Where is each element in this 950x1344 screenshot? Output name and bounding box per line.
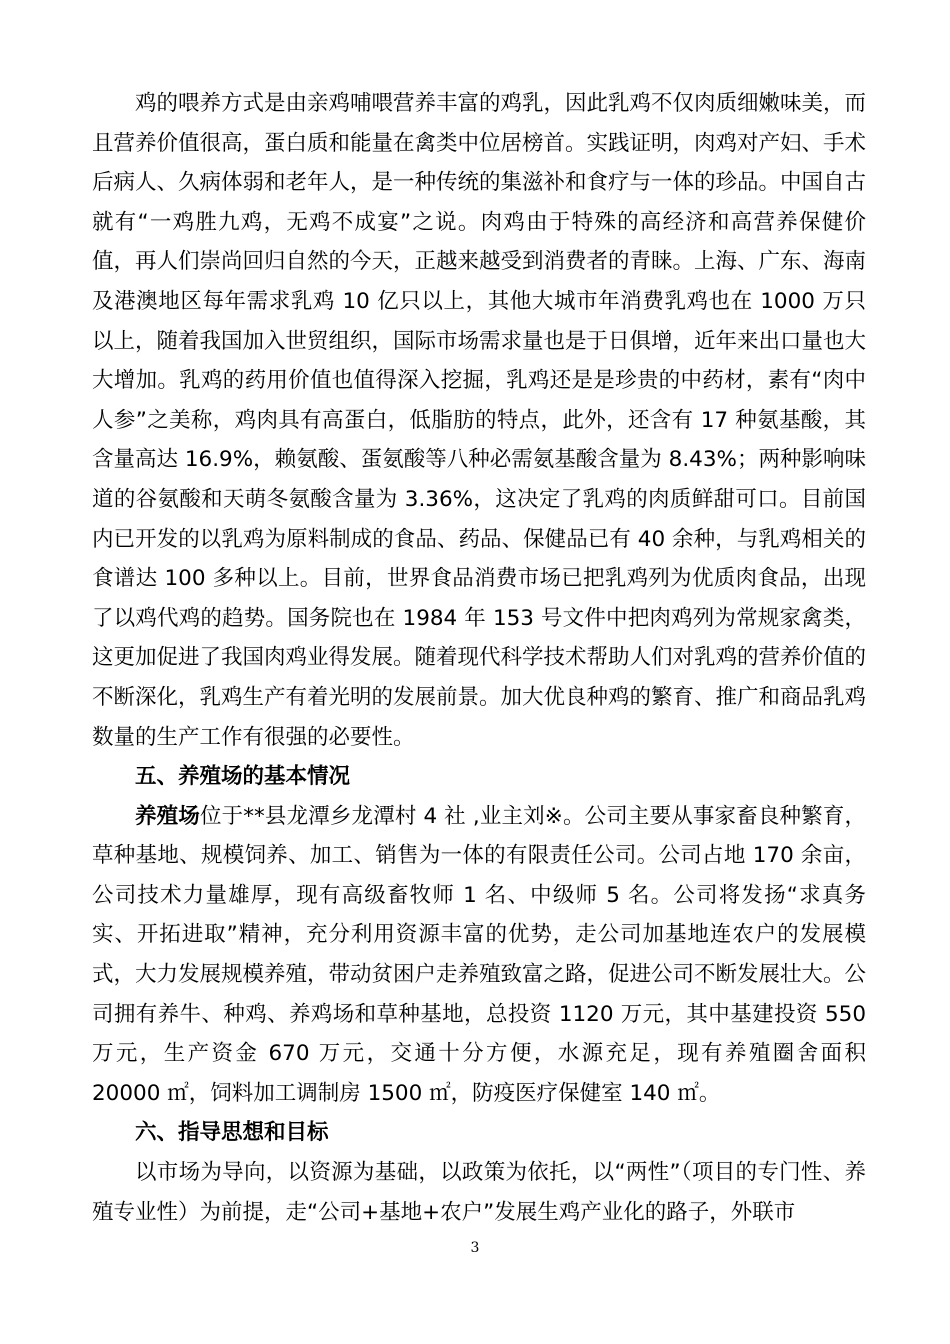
paragraph-market-value: 鸡的喂养方式是由亲鸡哺喂营养丰富的鸡乳，因此乳鸡不仅肉质细嫩味美，而且营养价值很高，蛋白质和能量在禽类中位居榜首。实践证明，肉鸡对产妇、手术后病人、久病体弱和老年人，是一种传统的集滋补和食疗与一体的珍品。中国自古就有“一鸡胜九鸡，无鸡不成宴”之说。肉鸡由于特殊的高经济和高营养保健价值，再人们崇尚回归自然的今天，正越来越受到消费者的青睐。上海、广东、海南及港澳地区每年需求乳鸡 10 亿只以上，其他大城市年消费乳鸡也在 1000 万只以上，随着我国加入世贸组织，国际市场需求量也是于日俱增，近年来出口量也大大增加。乳鸡的药用价值也值得深入挖掘，乳鸡还是是珍贵的中药材，素有“肉中人参”之美称，鸡肉具有高蛋白，低脂肪的特点，此外，还含有 17 种氨基酸，其含量高达 16.9%，赖氨酸、蛋氨酸等八种必需氨基酸含量为 8.43%；两种影响味道的谷氨酸和天萌冬氨酸含量为 3.36%，这决定了乳鸡的肉质鲜甜可口。目前国内已开发的以乳鸡为原料制成的食品、药品、保健品已有 40 余种，与乳鸡相关的食谱达 100 多种以上。目前，世界食品消费市场已把乳鸡列为优质肉食品，出现了以鸡代鸡的趋势。国务院也在 1984 年 153 号文件中把肉鸡列为常规家禽类，这更加促进了我国肉鸡业得发展。随着现代科学技术帮助人们对乳鸡的营养价值的不断深化，乳鸡生产有着光明的发展前景。加大优良种鸡的繁育、推广和商品乳鸡数量的生产工作有很强的必要性。	[92, 91, 867, 750]
paragraph-guiding-ideas: 以市场为导向，以资源为基础，以政策为依托，以“两性”（项目的专门性、养殖专业性）为前提，走“公司+基地+农户”发展生鸡产业化的路子，外联市	[92, 1160, 866, 1225]
document-body	[92, 84, 866, 1232]
page-number: 3	[470, 1240, 480, 1256]
farm-info-text: 位于**县龙潭乡龙潭村 4 社 ,业主刘※。公司主要从事家畜良种繁育，草种基地、规模饲养、加工、销售为一体的有限责任公司。公司占地 170 余亩，公司技术力量雄厚，现有高级畜牧师 1 名、中级师 5 名。公司将发扬“求真务实、开拓进取”精神，充分利用资源丰富的优势，走公司加基地连农户的发展模式，大力发展规模养殖，带动贫困户走养殖致富之路，促进公司不断发展壮大。公司拥有养牛、种鸡、养鸡场和草种基地，总投资 1120 万元，其中基建投资 550 万元，生产资金 670 万元，交通十分方便，水源充足，现有养殖圈舍面积 20000 ㎡，饲料加工调制房 1500 ㎡，防疫医疗保健室 140 ㎡。	[92, 803, 867, 1106]
paragraph-farm-info	[92, 797, 866, 1114]
farm-name-bold: 养殖场	[135, 803, 200, 829]
section-heading-farm-basics: 五、养殖场的基本情况	[135, 764, 351, 790]
section-heading-guiding-ideas: 六、指导思想和目标	[135, 1120, 329, 1146]
